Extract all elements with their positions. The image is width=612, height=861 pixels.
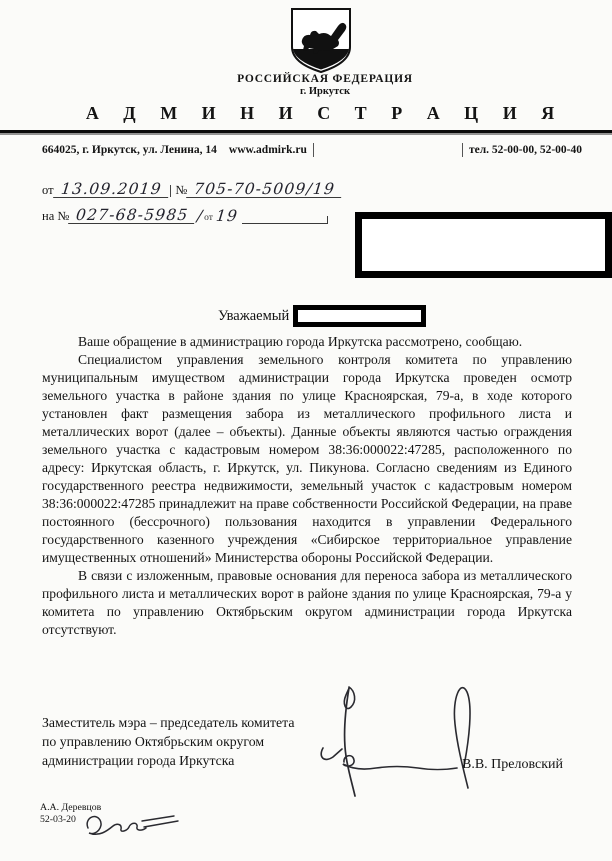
letter-body (42, 333, 572, 639)
irkutsk-coat-of-arms-icon (285, 7, 357, 75)
outgoing-ref-row (42, 176, 342, 198)
signer-position-line: Заместитель мэра – председатель комитета (42, 715, 295, 730)
divider (313, 143, 314, 157)
executor-phone: 52-03-20 (40, 813, 76, 825)
from-label: от (42, 183, 54, 197)
executor-visa-scribble-icon (78, 808, 188, 844)
executor-name: А.А. Деревцов (40, 802, 102, 813)
redacted-addressee-box (355, 212, 612, 278)
paragraph-conclusion: В связи с изложенным, правовые основания для переноса забора из металлического профильного листа и металлических ворот в районе здания по улице Красноярская, 79-а у комитета по управлению Октябрьским округом администрации города Иркутска отсутствуют. (42, 568, 572, 637)
outgoing-date-handwritten: 13.09.2019 (53, 181, 170, 198)
outgoing-number-handwritten: 705-70-5009/19 (186, 181, 343, 198)
redacted-name-box (293, 305, 426, 327)
salutation-text: Уважаемый (218, 307, 290, 324)
divider (462, 143, 463, 157)
divider (170, 185, 171, 197)
reference-block (42, 176, 342, 224)
signer-position-line: администрации города Иркутска (42, 753, 235, 768)
salutation-row (218, 305, 426, 327)
paragraph-intro: Ваше обращение в администрацию города Иркутска рассмотрено, сообщаю. (78, 334, 523, 349)
postal-address: 664025, г. Иркутск, ул. Ленина, 14 (42, 144, 217, 156)
blank-date-line (242, 209, 328, 224)
phone-numbers: тел. 52-00-00, 52-00-40 (468, 144, 582, 156)
city-title: г. Иркутск (300, 86, 350, 97)
printed-ot-label: от (204, 213, 213, 223)
incoming-number-handwritten: 027-68-5985 (68, 207, 196, 224)
header-rule (0, 130, 612, 133)
incoming-year-handwritten: 19 (215, 207, 240, 225)
country-title: РОССИЙСКАЯ ФЕДЕРАЦИЯ (237, 73, 413, 85)
slash-handwritten: / (195, 207, 205, 225)
signer-name: В.В. Преловский (462, 757, 564, 772)
incoming-ref-row (42, 202, 342, 224)
reply-label: на № (42, 209, 70, 223)
signer-position-line: по управлению Октябрьским округом (42, 734, 265, 749)
website: www.admirk.ru (228, 144, 307, 156)
paragraph-inspection: Специалистом управления земельного контроля комитета по управлению муниципальным имуществом администрации города Иркутска проведен осмотр земельного участка в районе здания по улице Красноярская, 79-а, в ходе которого установлен факт размещения забора из металлического профильного листа и металлических ворот (далее – объекты). Данные объекты являются частью ограждения земельного участка с кадастровым номером 38:36:000022:47285, расположенного по адресу: Иркутская область, г. Иркутск, ул. Пикунова. Согласно сведениям из Единого государственного реестра недвижимости, земельный участок с кадастровым номером 38:36:000022:47285 принадлежит на праве собственности Российской Федерации, на праве постоянного (бессрочного) пользования находится в управлении Федерального государственного казенного учреждения «Сибирское территориальное управление имущественных отношений» Министерства обороны Российской Федерации. (42, 352, 572, 565)
number-label: № (175, 183, 188, 197)
contact-row (42, 143, 582, 157)
signature-flourish-icon (318, 678, 496, 800)
organization-title: А Д М И Н И С Т Р А Ц И Я (85, 103, 565, 123)
